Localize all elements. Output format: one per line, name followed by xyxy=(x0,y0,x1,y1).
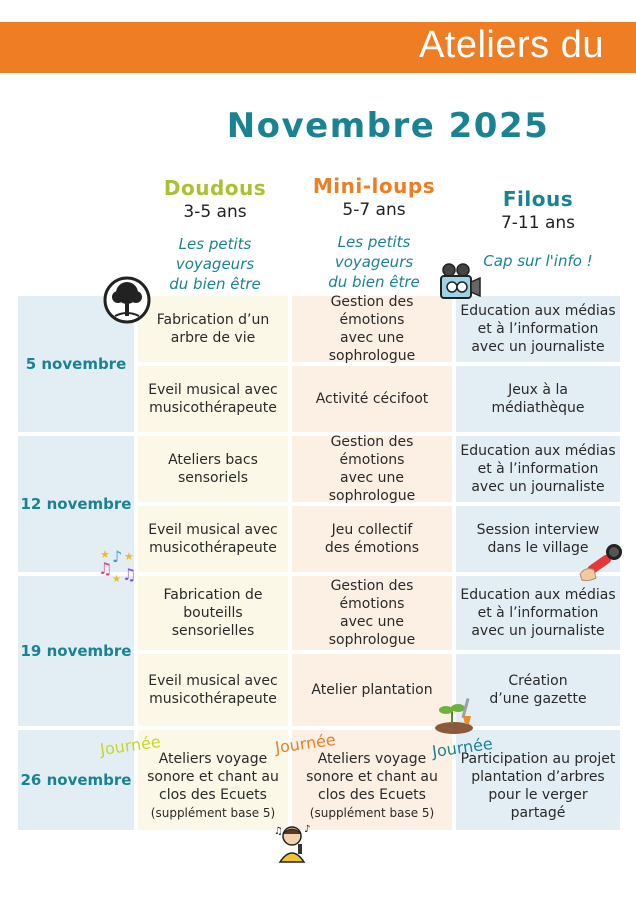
cell-line: clos des Ecuets xyxy=(318,787,426,803)
cell-line: Atelier plantation xyxy=(311,682,433,698)
cell-line: Session interview xyxy=(476,522,600,538)
svg-text:★: ★ xyxy=(100,548,110,561)
svg-text:★: ★ xyxy=(124,550,134,563)
cell-line: médiathèque xyxy=(491,400,585,416)
column-name: Filous xyxy=(502,187,574,211)
cell-line: Gestion des émotions xyxy=(330,578,414,612)
activity-cell xyxy=(138,296,288,362)
subtitle-line: du bien être xyxy=(328,273,420,291)
svg-text:★: ★ xyxy=(112,574,121,585)
cell-line: des émotions xyxy=(324,540,420,556)
cell-line: sonore et chant au xyxy=(147,769,279,785)
cell-line: Education aux médias xyxy=(460,443,616,459)
activity-cell xyxy=(138,366,288,432)
subtitle-line: Les petits xyxy=(337,233,411,251)
column-age: 5-7 ans xyxy=(342,200,406,220)
cell-line: Education aux médias xyxy=(460,587,616,603)
microphone-icon xyxy=(576,538,626,592)
column-header-doudous xyxy=(140,176,290,294)
tree-icon xyxy=(103,276,151,328)
cell-line: Fabrication de xyxy=(163,587,263,603)
subtitle-line: Cap sur l'info ! xyxy=(483,252,593,270)
cell-line: et à l’information xyxy=(477,605,599,621)
activity-cell xyxy=(456,436,620,502)
svg-text:♪: ♪ xyxy=(112,547,123,566)
cell-line: et à l’information xyxy=(477,461,599,477)
activity-cell xyxy=(292,576,452,650)
cell-line: arbre de vie xyxy=(170,330,256,346)
cell-line: Gestion des émotions xyxy=(330,294,414,328)
activity-cell xyxy=(292,436,452,502)
cell-line: musicothérapeute xyxy=(149,540,277,556)
date-cell: 19 novembre xyxy=(18,576,134,726)
cell-line: musicothérapeute xyxy=(149,400,277,416)
cell-line: Eveil musical avec xyxy=(148,522,278,538)
activity-cell xyxy=(138,654,288,726)
journee-label: Journée xyxy=(430,733,494,762)
cell-line: pour le verger partagé xyxy=(488,787,588,821)
subtitle-line: Les petits xyxy=(178,235,252,253)
music-notes-icon xyxy=(96,546,140,590)
column-header-filous xyxy=(456,187,620,271)
cell-line: dans le village xyxy=(487,540,589,556)
cell-line: Ateliers voyage xyxy=(317,751,427,767)
camera-icon xyxy=(438,262,482,306)
plant-icon xyxy=(434,696,476,738)
cell-line: avec une sophrologue xyxy=(328,330,416,364)
journee-label: Journée xyxy=(98,731,162,760)
activity-cell xyxy=(292,506,452,572)
cell-line: Jeux à la xyxy=(508,382,568,398)
activity-cell xyxy=(138,576,288,650)
svg-text:♪: ♪ xyxy=(304,824,311,835)
column-age: 7-11 ans xyxy=(500,213,576,233)
cell-line: plantation d’arbres xyxy=(471,769,605,785)
cell-line: Fabrication d’un xyxy=(156,312,270,328)
cell-line: Création xyxy=(508,673,568,689)
column-header-mini-loups xyxy=(296,174,452,292)
subtitle-line: du bien être xyxy=(169,275,261,293)
cell-line: Eveil musical avec xyxy=(148,382,278,398)
page-title: Ateliers du xyxy=(418,24,604,66)
cell-line: bouteills sensorielles xyxy=(171,605,255,639)
journee-label: Journée xyxy=(273,729,337,758)
header-banner xyxy=(0,22,636,73)
cell-line: d’une gazette xyxy=(489,691,587,707)
cell-line: avec un journaliste xyxy=(471,479,605,495)
column-subtitle xyxy=(296,232,452,292)
singer-icon xyxy=(272,822,316,870)
svg-text:♫: ♫ xyxy=(122,565,137,584)
cell-line: clos des Ecuets xyxy=(159,787,267,803)
date-cell: 5 novembre xyxy=(18,296,134,432)
cell-note: (supplément base 5) xyxy=(150,806,276,820)
activity-cell xyxy=(456,366,620,432)
cell-line: Ateliers voyage xyxy=(158,751,268,767)
subtitle-line: voyageurs xyxy=(175,255,255,273)
svg-text:♫: ♫ xyxy=(274,826,283,837)
activity-cell xyxy=(138,506,288,572)
column-subtitle xyxy=(140,234,290,294)
cell-line: Ateliers bacs xyxy=(168,452,258,468)
cell-line: Activité cécifoot xyxy=(315,391,429,407)
activity-cell xyxy=(292,654,452,726)
cell-line: Gestion des émotions xyxy=(330,434,414,468)
cell-line: sonore et chant au xyxy=(306,769,438,785)
cell-line: sensoriels xyxy=(177,470,249,486)
activity-cell xyxy=(456,654,620,726)
cell-line: et à l’information xyxy=(477,321,599,337)
cell-line: Eveil musical avec xyxy=(148,673,278,689)
activity-cell xyxy=(292,366,452,432)
cell-line: avec une sophrologue xyxy=(328,470,416,504)
cell-line: Education aux médias xyxy=(460,303,616,319)
cell-note: (supplément base 5) xyxy=(309,806,435,820)
cell-line: avec une sophrologue xyxy=(328,614,416,648)
date-cell: 12 novembre xyxy=(18,436,134,572)
svg-text:♫: ♫ xyxy=(98,559,113,578)
column-name: Mini-loups xyxy=(312,174,436,198)
month-title: Novembre 2025 xyxy=(226,106,550,146)
date-cell: 26 novembre xyxy=(18,730,134,830)
activity-cell xyxy=(138,436,288,502)
cell-line: Jeu collectif xyxy=(331,522,413,538)
activity-cell xyxy=(292,296,452,362)
cell-line: musicothérapeute xyxy=(149,691,277,707)
column-name: Doudous xyxy=(163,176,267,200)
cell-line: avec un journaliste xyxy=(471,623,605,639)
cell-line: Participation au projet xyxy=(460,751,616,767)
column-age: 3-5 ans xyxy=(183,202,247,222)
cell-line: avec un journaliste xyxy=(471,339,605,355)
subtitle-line: voyageurs xyxy=(334,253,414,271)
